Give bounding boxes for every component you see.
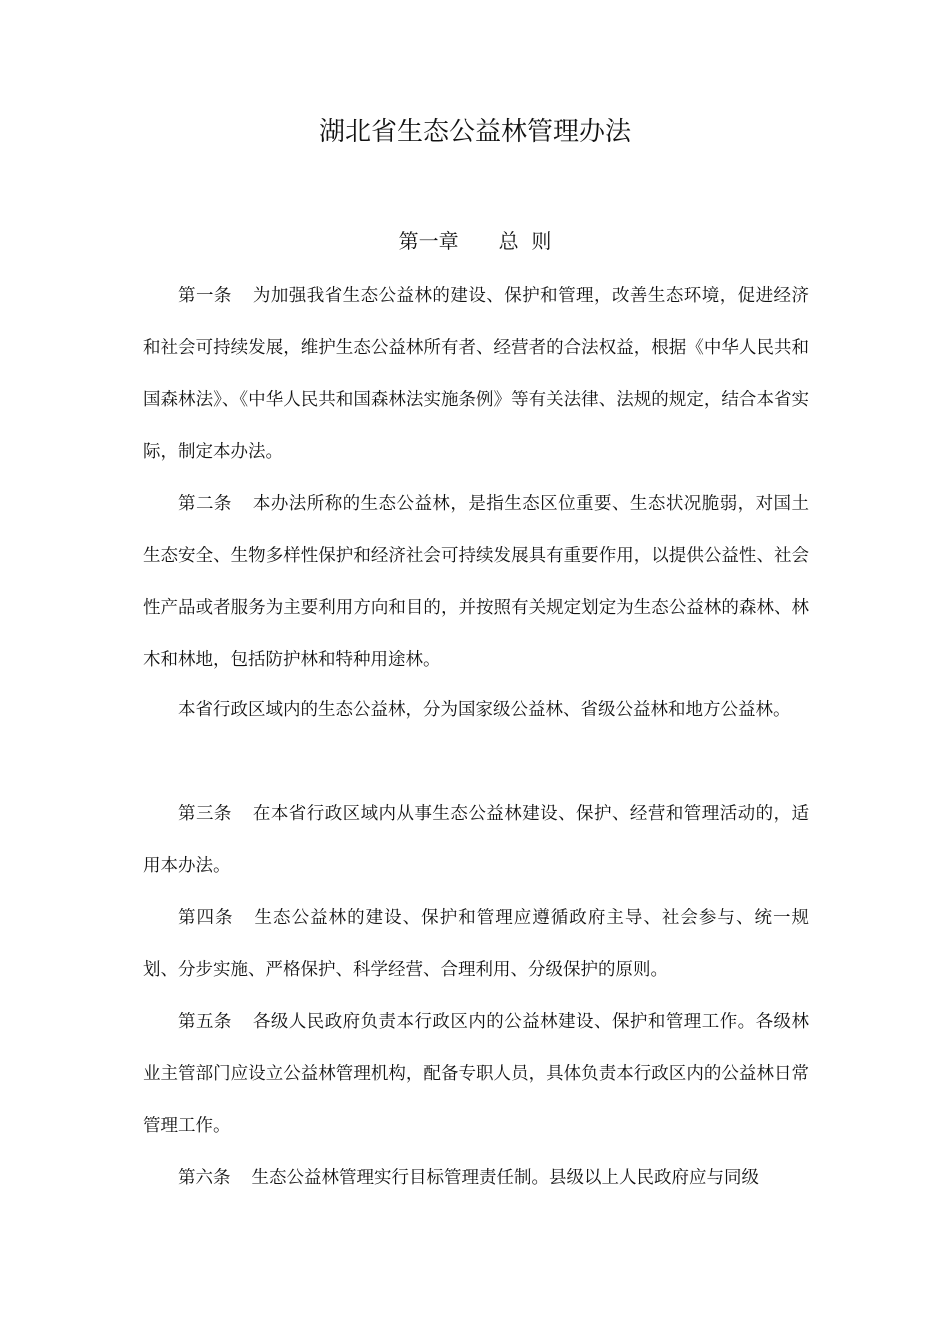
article-number: 第五条 bbox=[178, 1012, 232, 1032]
article-text: 在本省行政区域内从事生态公益林建设、保护、经营和管理活动的，适用本办法。 bbox=[143, 804, 810, 876]
article-number: 第一条 bbox=[178, 286, 232, 306]
article-6 bbox=[143, 1152, 809, 1204]
article-text: 各级人民政府负责本行政区内的公益林建设、保护和管理工作。各级林业主管部门应设立公益林管理机构，配备专职人员，具体负责本行政区内的公益林日常管理工作。 bbox=[143, 1012, 810, 1136]
article-3 bbox=[143, 788, 809, 892]
article-2 bbox=[143, 478, 809, 686]
article-number: 第四条 bbox=[178, 908, 234, 928]
article-text: 生态公益林管理实行目标管理责任制。县级以上人民政府应与同级 bbox=[251, 1168, 759, 1188]
chapter-heading: 第一章 总 则 bbox=[398, 229, 552, 253]
article-text: 生态公益林的建设、保护和管理应遵循政府主导、社会参与、统一规划、分步实施、严格保护、科学经营、合理利用、分级保护的原则。 bbox=[143, 908, 809, 980]
article-2-clause bbox=[143, 684, 809, 736]
article-text: 本省行政区域内的生态公益林，分为国家级公益林、省级公益林和地方公益林。 bbox=[178, 700, 791, 720]
document-title: 湖北省生态公益林管理办法 bbox=[318, 117, 631, 147]
article-text: 为加强我省生态公益林的建设、保护和管理，改善生态环境，促进经济和社会可持续发展，维护生态公益林所有者、经营者的合法权益，根据《中华人民共和国森林法》、《中华人民共和国森林法实施条例》等有关法律、法规的规定，结合本省实际，制定本办法。 bbox=[143, 286, 810, 462]
article-4 bbox=[143, 892, 809, 996]
article-number: 第二条 bbox=[178, 494, 232, 514]
article-number: 第六条 bbox=[178, 1168, 231, 1188]
article-text: 本办法所称的生态公益林，是指生态区位重要、生态状况脆弱，对国土生态安全、生物多样性保护和经济社会可持续发展具有重要作用，以提供公益性、社会性产品或者服务为主要利用方向和目的，并按照有关规定划定为生态公益林的森林、林木和林地，包括防护林和特种用途林。 bbox=[143, 494, 810, 670]
article-1 bbox=[143, 270, 809, 478]
article-5 bbox=[143, 996, 809, 1152]
article-number: 第三条 bbox=[178, 804, 232, 824]
